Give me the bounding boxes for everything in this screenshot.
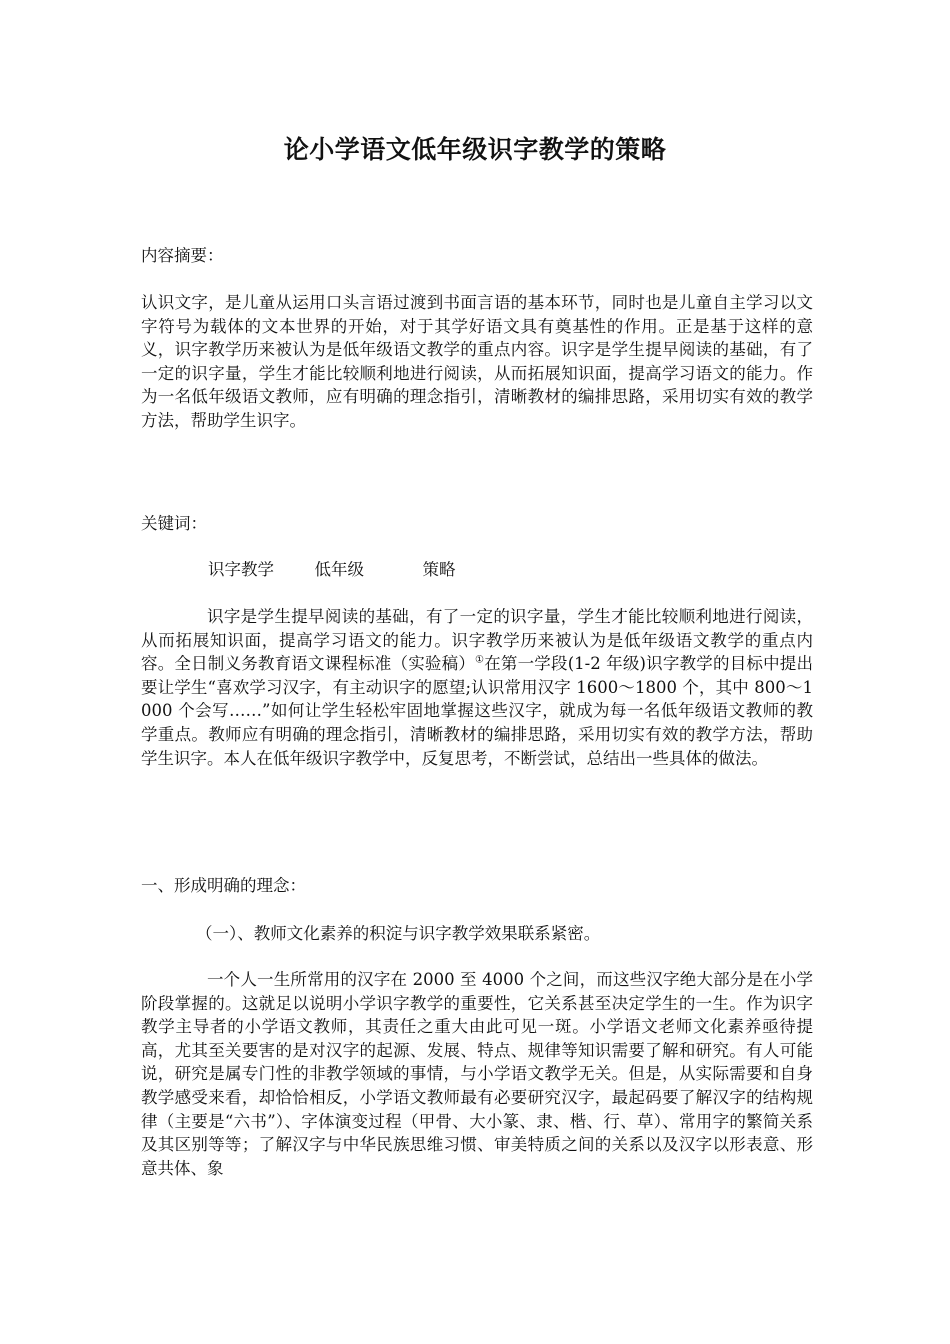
intro-paragraph: [141, 605, 813, 770]
body-paragraph: 一个人一生所常用的汉字在 2000 至 4000 个之间，而这些汉字绝大部分是在小学阶段掌握的。这就足以说明小学识字教学的重要性，它关系甚至决定学生的一生。作为识字教学主导者的小学语文教师，其责任之重大由此可见一斑。小学语文老师文化素养亟待提高，尤其至关要害的是对汉字的起源、发展、特点、规律等知识需要了解和研究。有人可能说，研究是属专门性的非教学领域的事情，与小学语文教学无关。但是，从实际需要和自身教学感受来看，却恰恰相反，小学语文教师最有必要研究汉字，最起码要了解汉字的结构规律（主要是“六书”）、字体演变过程（甲骨、大小篆、隶、楷、行、草）、常用字的繁简关系及其区别等等；了解汉字与中华民族思维习惯、审美特质之间的关系以及汉字以形表意、形意共体、象: [141, 970, 813, 1178]
keywords-list: [208, 558, 456, 581]
section-heading: 一、形成明确的理念：: [141, 876, 306, 895]
keyword-item: 策略: [422, 560, 456, 579]
intro-text-part1: 识字是学生提早阅读的基础，有了一定的识字量，学生才能比较顺利地进行阅读，从而拓展知识面，提高学习语文的能力。识字教学历来被认为是低年级语文教学的重点内容。全日制义务教育语文课程标准（实验稿）: [141, 607, 813, 674]
abstract-label: 内容摘要：: [141, 246, 224, 265]
intro-text-part2: 在第一学段(1-2 年级)识字教学的目标中提出要让学生“喜欢学习汉字，有主动识字的愿望;认识常用汉字 1600～1800 个，其中 800～1000 个会写……”如何让学生轻松牢固地掌握这些汉字，就成为每一名低年级语文教师的教学重点。教师应有明确的理念指引，清晰教材的编排思路，采用切实有效的教学方法，帮助学生识字。本人在低年级识字教学中，反复思考，不断尝试，总结出一些具体的做法。: [141, 654, 813, 768]
keyword-item: 识字教学: [208, 560, 274, 579]
subsection-heading: （一）、教师文化素养的积淀与识字教学效果联系紧密。: [196, 924, 601, 943]
keywords-label: 关键词：: [141, 514, 207, 533]
footnote-marker[interactable]: ①: [475, 654, 485, 666]
abstract-paragraph: 认识文字，是儿童从运用口头言语过渡到书面言语的基本环节，同时也是儿童自主学习以文字符号为载体的文本世界的开始，对于其学好语文具有奠基性的作用。正是基于这样的意义，识字教学历来被认为是低年级语文教学的重点内容。识字是学生提早阅读的基础，有了一定的识字量，学生才能比较顺利地进行阅读，从而拓展知识面，提高学习语文的能力。作为一名低年级语文教师，应有明确的理念指引，清晰教材的编排思路，采用切实有效的教学方法，帮助学生识字。: [141, 293, 813, 430]
document-title: 论小学语文低年级识字教学的策略: [283, 135, 667, 164]
keyword-item: 低年级: [314, 560, 364, 579]
